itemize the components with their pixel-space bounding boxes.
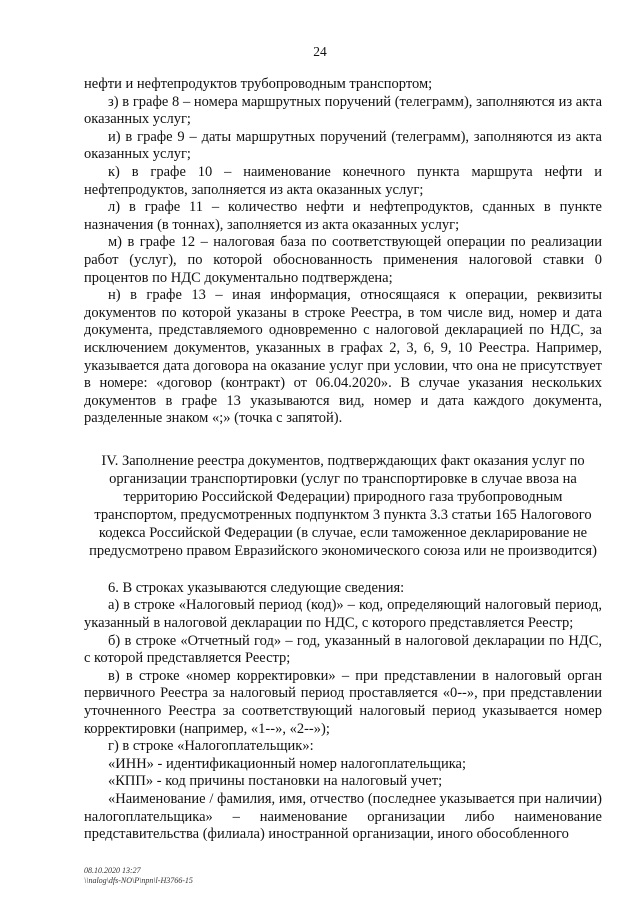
paragraph-item-z: з) в графе 8 – номера маршрутных поручений (телеграмм), заполняются из акта оказанных услуг;: [84, 93, 602, 128]
document-body: [84, 76, 602, 844]
paragraph-item-a: а) в строке «Налоговый период (код)» – код, определяющий налоговый период, указанный в налоговой декларации по НДС, с которого представляется Реестр;: [84, 597, 602, 632]
paragraph-item-g: г) в строке «Налогоплательщик»:: [108, 738, 314, 755]
paragraph-inn: «ИНН» - идентификационный номер налогоплательщика;: [108, 755, 467, 772]
paragraph-name: «Наименование / фамилия, имя, отчество (последнее указывается при наличии) налогоплательщика» – наименование организации либо наименование представительства (филиала) иностранной организации, иного обособленного: [84, 791, 602, 843]
paragraph-item-l: л) в графе 11 – количество нефти и нефтепродуктов, сданных в пункте назначения (в тоннах), заполняется из акта оказанных услуг;: [84, 199, 602, 233]
paragraph-item-m: м) в графе 12 – налоговая база по соответствующей операции по реализации работ (услуг), по которой обоснованность применения налоговой ставки 0 процентов по НДС документально подтверждена;: [84, 234, 602, 286]
footer-stamp: [84, 866, 193, 886]
paragraph-item-v: в) в строке «номер корректировки» – при представлении в налоговый орган первичного Реестра за налоговый период проставляется «0--», при представлении уточненного Реестра за соответствующий налоговый период указывается номер корректировки (например, «1--», «2--»);: [84, 667, 602, 737]
paragraph-item-n: н) в графе 13 – иная информация, относящаяся к операции, реквизиты документов по которой указаны в строке Реестра, в том числе вид, номер и дата документа, представляемого одновременно с налоговой декларацией по НДС, за исключением документов, указанных в графах 2, 3, 6, 9, 10 Реестра. Например, указывается дата договора на оказание услуг при условии, что она не присутствует в номере: «договор (контракт) от 06.04.2020». В случае указания нескольких документов в графе 13 указываются вид, номер и дата каждого документа, разделенные знаком «;» (точка с запятой).: [84, 287, 602, 427]
paragraph-item-b: б) в строке «Отчетный год» – год, указанный в налоговой декларации по НДС, с которой представляется Реестр;: [84, 632, 602, 667]
footer-file-path: \\nalog\dfs-NO\P\npn\l-H3766-15: [84, 876, 193, 885]
paragraph-kpp: «КПП» - код причины постановки на налоговый учет;: [108, 773, 443, 790]
paragraph-item-k: к) в графе 10 – наименование конечного пункта маршрута нефти и нефтепродуктов, заполняется из акта оказанных услуг;: [84, 163, 602, 198]
section-heading: IV. Заполнение реестра документов, подтверждающих факт оказания услуг по организации транспортировки (услуг по транспортировке в случае ввоза на территорию Российской Федерации) природного газа трубопроводным транспортом, предусмотренных подпунктом 3 пункта 3.3 статьи 165 Налогового кодекса Российской Федерации (в случае, если таможенное декларирование не предусмотрено правом Евразийского экономического союза или не производится): [89, 452, 597, 559]
paragraph-item-i: и) в графе 9 – даты маршрутных поручений (телеграмм), заполняются из акта оказанных услуг;: [84, 128, 602, 163]
paragraph-continuation: нефти и нефтепродуктов трубопроводным транспортом;: [84, 76, 433, 92]
footer-timestamp: 08.10.2020 13:27: [84, 866, 141, 875]
paragraph-item-6: 6. В строках указываются следующие сведения:: [108, 579, 405, 596]
page-number: 24: [313, 44, 327, 59]
